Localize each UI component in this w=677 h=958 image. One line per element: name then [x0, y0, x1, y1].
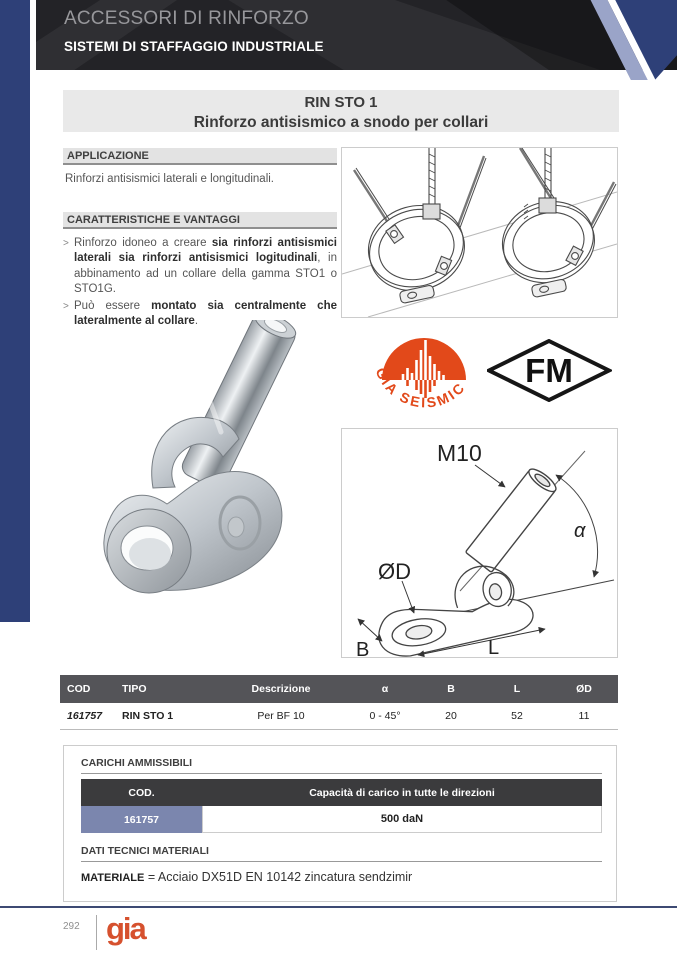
page-number: 292 [63, 921, 80, 932]
list-item [63, 236, 337, 297]
dimension-diagram [342, 429, 617, 657]
loads-col-cod: COD. [81, 779, 202, 806]
loads-cell-cod: 161757 [81, 806, 202, 833]
col-header-l: L [513, 683, 521, 695]
installation-illustration-box [341, 147, 618, 318]
col-header-tipo: TIPO [122, 683, 147, 695]
feature-text: , in abbinamento ad un collare della gamma STO1 o STO1G. [74, 252, 337, 295]
chapter-subtitle: SISTEMI DI STAFFAGGIO INDUSTRIALE [64, 39, 324, 54]
application-body: Rinforzi antisismici laterali e longitudinali. [65, 173, 275, 185]
dimension-diagram-box [341, 428, 618, 658]
cell-od: 11 [578, 710, 590, 722]
materials-heading: DATI TECNICI MATERIALI [81, 845, 602, 862]
cell-tipo: RIN STO 1 [122, 710, 174, 722]
feature-text: . [194, 315, 199, 328]
product-name: Rinforzo antisismico a snodo per collari [193, 113, 489, 131]
table-row [60, 703, 618, 730]
features-list [63, 236, 337, 330]
footer-divider [96, 915, 97, 950]
feature-text-bold: sia rinforzi antisismici laterali sia rinforzi antisismici logitudinali [74, 237, 337, 265]
loads-cell-value: 500 daN [202, 806, 602, 833]
material-label: MATERIALE [81, 872, 145, 884]
label-length: L [488, 637, 500, 657]
cell-cod: 161757 [67, 710, 103, 722]
collar-illustration [342, 148, 617, 317]
bullet-marker: > [63, 238, 69, 249]
col-header-od: ØD [576, 683, 592, 695]
product-code: RIN STO 1 [304, 94, 378, 111]
loads-heading: CARICHI AMMISSIBILI [81, 757, 602, 774]
chapter-title: ACCESSORI DI RINFORZO [64, 8, 309, 29]
spec-table-header [60, 675, 618, 703]
text-column [63, 148, 337, 332]
feature-text: Può essere [74, 300, 152, 313]
loads-col-capacity: Capacità di carico in tutte le direzioni [202, 779, 602, 806]
label-angle: α [574, 520, 586, 542]
corner-stripes [547, 0, 677, 80]
loads-table [81, 779, 602, 833]
gia-seismic-logo [373, 328, 476, 422]
material-value: = Acciaio DX51D EN 10142 zincatura sendzimir [144, 870, 413, 884]
loads-materials-box [63, 745, 617, 902]
application-heading: APPLICAZIONE [63, 148, 337, 165]
col-header-descrizione: Descrizione [251, 683, 311, 695]
fm-logo [487, 339, 612, 402]
label-diameter: ØD [378, 559, 411, 584]
col-header-alpha: α [381, 683, 389, 695]
label-width: B [356, 639, 370, 657]
cell-b: 20 [445, 710, 457, 722]
cell-descrizione: Per BF 10 [257, 710, 305, 722]
label-thread: M10 [437, 440, 482, 466]
features-heading: CARATTERISTICHE E VANTAGGI [63, 212, 337, 229]
col-header-cod: COD [67, 683, 91, 695]
product-title-block [63, 90, 619, 132]
feature-text-bold: montato sia centralmente che lateralmente al collare [74, 300, 337, 328]
collar-left [354, 148, 486, 304]
fm-logo-text: FM [525, 352, 573, 389]
col-header-b: B [447, 683, 455, 695]
cell-l: 52 [511, 710, 523, 722]
footer-rule [0, 906, 677, 908]
spec-table [60, 675, 618, 730]
gia-seismic-text: GIA SEISMIC [373, 365, 469, 411]
bullet-marker: > [63, 301, 69, 313]
feature-text: Rinforzo idoneo a creare [74, 237, 212, 249]
product-photo [75, 320, 333, 608]
gia-brand-logo: gia [106, 911, 145, 946]
left-accent-band [0, 0, 30, 622]
material-line [81, 870, 412, 884]
cell-alpha: 0 - 45° [369, 710, 401, 722]
